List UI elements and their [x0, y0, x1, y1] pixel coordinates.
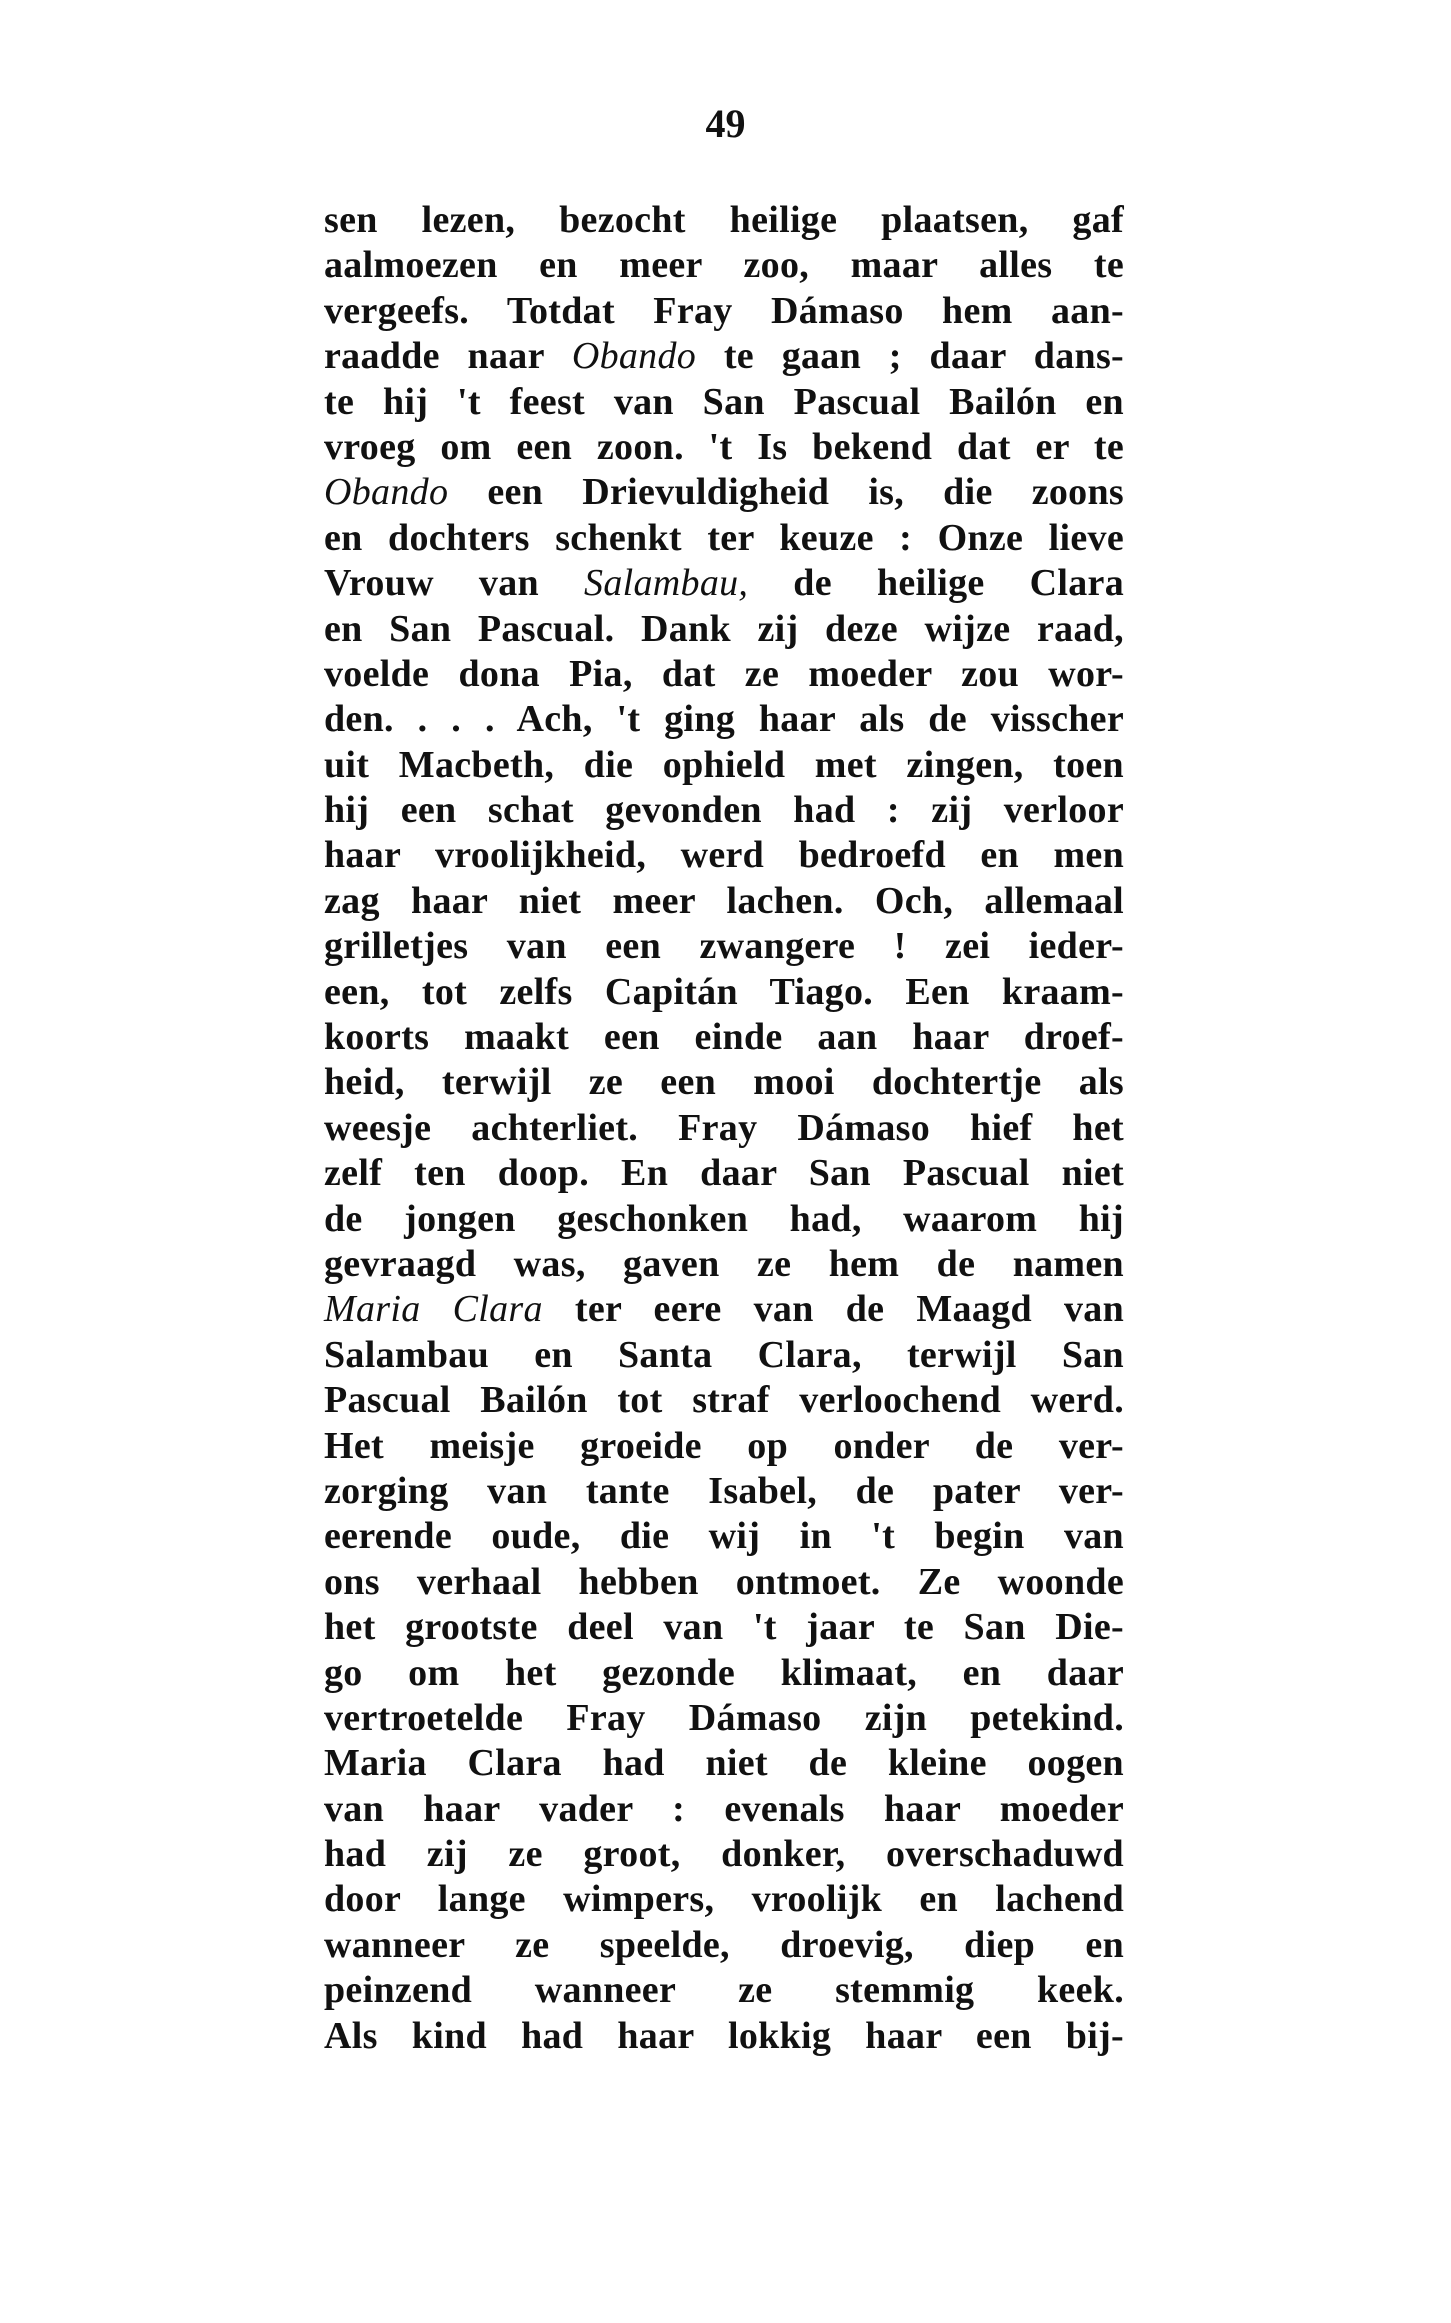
italic-segment: Obando [324, 471, 449, 514]
text-segment: aalmoezen en meer zoo, maar alles te [324, 244, 1124, 287]
text-segment: sen lezen, bezocht heilige plaatsen, gaf [324, 199, 1124, 241]
text-line [324, 1741, 1124, 1786]
text-line [324, 924, 1124, 969]
text-line [324, 970, 1124, 1015]
text-line [324, 380, 1124, 425]
text-segment: den. . . . Ach, 't ging haar als de visscher [324, 698, 1124, 741]
text-segment: gevraagd was, gaven ze hem de namen [324, 1242, 1124, 1285]
text-segment: uit Macbeth, die ophield met zingen, toen [324, 743, 1124, 786]
text-segment: van haar vader : evenals haar moeder [324, 1787, 1124, 1830]
text-segment: weesje achterliet. Fray Dámaso hief het [324, 1106, 1124, 1149]
text-line [324, 1560, 1124, 1605]
text-line [324, 289, 1124, 334]
text-line [324, 1832, 1124, 1877]
text-line [324, 1333, 1124, 1378]
text-segment: Maria Clara had niet de kleine oogen [324, 1742, 1124, 1785]
text-segment: voelde dona Pia, dat ze moeder zou wor- [324, 652, 1124, 695]
text-line [324, 198, 1124, 243]
text-segment: Het meisje groeide op onder de ver- [324, 1424, 1124, 1467]
text-line [324, 1106, 1124, 1151]
text-segment: koorts maakt een einde aan haar droef- [324, 1016, 1124, 1059]
text-line [324, 1378, 1124, 1423]
text-segment: vergeefs. Totdat Fray Dámaso hem aan- [324, 289, 1124, 332]
text-segment: zelf ten doop. En daar San Pascual niet [324, 1152, 1124, 1195]
text-segment: ons verhaal hebben ontmoet. Ze woonde [324, 1560, 1124, 1603]
text-line [324, 425, 1124, 470]
text-line [324, 334, 1124, 379]
text-line [324, 1514, 1124, 1559]
text-segment: haar vroolijkheid, werd bedroefd en men [324, 834, 1124, 877]
text-line [324, 607, 1124, 652]
text-segment: en dochters schenkt ter keuze : Onze lieve [324, 516, 1124, 559]
text-segment: zorging van tante Isabel, de pater ver- [324, 1469, 1124, 1512]
text-segment: de jongen geschonken had, waarom hij [324, 1197, 1124, 1240]
text-segment: vertroetelde Fray Dámaso zijn petekind. [324, 1696, 1124, 1739]
text-line [324, 2014, 1124, 2059]
text-line [324, 1469, 1124, 1514]
text-line [324, 470, 1124, 515]
text-line [324, 243, 1124, 288]
text-segment: had zij ze groot, donker, overschaduwd [324, 1833, 1124, 1876]
text-segment: heid, terwijl ze een mooi dochtertje als [324, 1061, 1124, 1104]
text-line [324, 1651, 1124, 1696]
text-line [324, 697, 1124, 742]
text-segment: Als kind had haar lokkig haar een bij- [324, 2014, 1124, 2057]
text-segment: vroeg om een zoon. 't Is bekend dat er te [324, 425, 1124, 468]
text-segment: zag haar niet meer lachen. Och, allemaal [324, 879, 1124, 922]
text-line [324, 1968, 1124, 2013]
italic-segment: Obando [571, 335, 697, 378]
text-segment: go om het gezonde klimaat, en daar [324, 1651, 1124, 1694]
text-line [324, 1287, 1124, 1332]
text-line [324, 788, 1124, 833]
text-line [324, 1696, 1124, 1741]
text-segment: hij een schat gevonden had : zij verloor [324, 789, 1124, 832]
text-segment: een, tot zelfs Capitán Tiago. Een kraam- [324, 970, 1124, 1013]
text-line [324, 1197, 1124, 1242]
text-block [324, 198, 1124, 2059]
text-segment: te hij 't feest van San Pascual Bailón en [324, 380, 1124, 423]
text-line [324, 1877, 1124, 1922]
text-segment: en San Pascual. Dank zij deze wijze raad, [324, 607, 1124, 650]
text-segment: wanneer ze speelde, droevig, diep en [324, 1923, 1124, 1966]
text-line [324, 743, 1124, 788]
italic-segment: Salambau, [584, 562, 749, 605]
text-line [324, 561, 1124, 606]
text-segment: ter eere van de Maagd van [542, 1288, 1125, 1331]
text-line [324, 516, 1124, 561]
text-line [324, 1015, 1124, 1060]
text-segment: peinzend wanneer ze stemmig keek. [324, 1969, 1124, 2012]
text-segment: grilletjes van een zwangere ! zei ieder- [324, 925, 1124, 968]
text-line [324, 1424, 1124, 1469]
text-segment: Vrouw van [324, 562, 585, 605]
page-number: 49 [705, 101, 746, 146]
text-segment: Pascual Bailón tot straf verloochend werd. [324, 1379, 1124, 1422]
text-line [324, 1060, 1124, 1105]
text-segment: het grootste deel van 't jaar te San Die- [324, 1606, 1124, 1649]
text-segment: eerende oude, die wij in 't begin van [324, 1515, 1124, 1558]
text-line [324, 1923, 1124, 1968]
text-line [324, 833, 1124, 878]
text-line [324, 1787, 1124, 1832]
text-segment: door lange wimpers, vroolijk en lachend [324, 1878, 1124, 1921]
text-segment: een Drievuldigheid is, die zoons [448, 471, 1124, 514]
text-line [324, 1605, 1124, 1650]
text-segment: te gaan ; daar dans- [696, 335, 1124, 378]
text-line [324, 879, 1124, 924]
text-segment: raadde naar [324, 335, 572, 378]
text-segment: Salambau en Santa Clara, terwijl San [324, 1333, 1124, 1376]
text-line [324, 1151, 1124, 1196]
text-line [324, 652, 1124, 697]
text-segment: de heilige Clara [748, 562, 1124, 605]
italic-segment: Maria Clara [324, 1288, 543, 1331]
text-line [324, 1242, 1124, 1287]
